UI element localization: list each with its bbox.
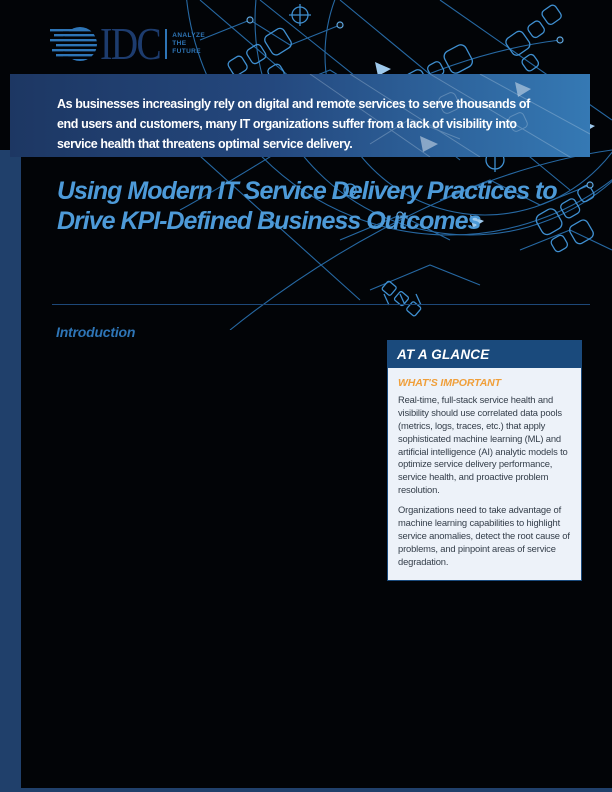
bottom-accent-strip xyxy=(0,788,612,792)
idc-wordmark: IDC xyxy=(100,18,161,69)
idc-tagline xyxy=(172,32,205,56)
logo-divider xyxy=(165,29,167,59)
at-a-glance-header: AT A GLANCE xyxy=(388,341,581,368)
tagline-line: ANALYZE xyxy=(172,31,206,39)
idc-logo xyxy=(50,20,205,68)
banner-line: service health that threatens optimal service delivery. xyxy=(57,137,353,151)
whats-important-heading: WHAT'S IMPORTANT xyxy=(398,377,501,389)
at-a-glance-body xyxy=(388,368,581,580)
section-heading-introduction: Introduction xyxy=(56,324,136,340)
divider-line xyxy=(52,304,590,305)
summary-banner xyxy=(10,74,590,157)
glance-paragraph: Real-time, full-stack service health and visibility should use correlated data pools (metrics, logs, traces, etc.) that apply sophisticated machine learning (ML) and artificial intelligence (AI) analytic models to optimize service delivery performance, service health, and proactive problem resolution. xyxy=(398,394,568,496)
banner-line: As businesses increasingly rely on digital and remote services to serve thousands of xyxy=(57,97,530,111)
title-line: Using Modern IT Service Delivery Practices to xyxy=(57,177,557,205)
tagline-line: THE xyxy=(172,39,187,47)
tagline-line: FUTURE xyxy=(172,48,201,56)
wireframe-globe-art xyxy=(140,0,612,330)
banner-text xyxy=(10,74,590,154)
glance-paragraph: Organizations need to take advantage of machine learning capabilities to highlight service anomalies, detect the root cause of problems, and pinpoint areas of service degradation. xyxy=(398,504,570,567)
at-a-glance-box xyxy=(387,340,582,581)
banner-line: end users and customers, many IT organizations suffer from a lack of visibility into xyxy=(57,117,517,131)
idc-globe-icon xyxy=(50,23,98,65)
title-line: Drive KPI-Defined Business Outcomes xyxy=(57,207,481,235)
report-title xyxy=(57,176,557,236)
left-accent-strip xyxy=(0,150,21,792)
